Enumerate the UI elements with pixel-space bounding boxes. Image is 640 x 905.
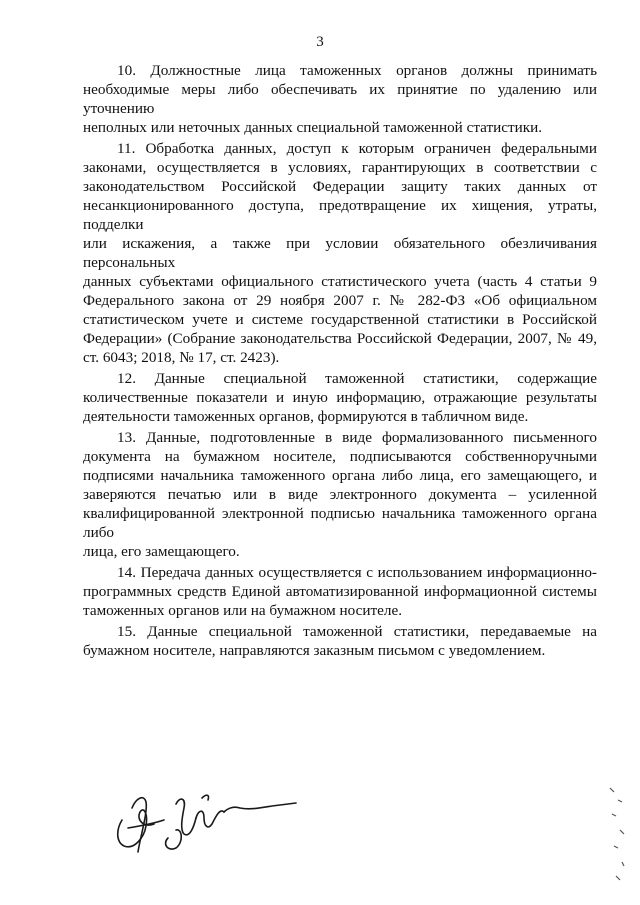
text-line: деятельности таможенных органов, формируются в табличном виде. (83, 408, 529, 425)
text-line: 14. Передача данных осуществляется с использованием информационно- (117, 564, 597, 581)
text-line: законодательством Российской Федерации защиту таких данных от (83, 178, 597, 195)
scan-edge-marks (604, 780, 628, 890)
text-line: ст. 6043; 2018, № 17, ст. 2423). (83, 349, 280, 366)
text-line: 12. Данные специальной таможенной статистики, содержащие (117, 370, 597, 387)
text-line: документа на бумажном носителе, подписываются собственноручными (83, 448, 597, 465)
text-line: заверяются печатью или в виде электронного документа – усиленной (83, 486, 597, 503)
text-line: бумажном носителе, направляются заказным письмом с уведомлением. (83, 642, 546, 659)
handwritten-signature (110, 768, 300, 858)
text-line: лица, его замещающего. (83, 543, 240, 560)
text-line: законами, осуществляется в условиях, гарантирующих в соответствии с (83, 159, 597, 176)
text-line: 15. Данные специальной таможенной статистики, передаваемые на (117, 623, 597, 640)
text-line: количественные показатели и иную информацию, отражающие результаты (83, 389, 597, 406)
text-line: или искажения, а также при условии обязательного обезличивания персональных (83, 235, 597, 271)
document-body (83, 61, 597, 662)
text-line: необходимые меры либо обеспечивать их принятие по удалению или уточнению (83, 81, 597, 117)
text-line: 10. Должностные лица таможенных органов должны принимать (117, 62, 597, 79)
text-line: Федерального закона от 29 ноября 2007 г. № 282-ФЗ «Об официальном (83, 292, 597, 309)
paragraph-11 (83, 139, 597, 367)
text-line: 11. Обработка данных, доступ к которым ограничен федеральными (117, 140, 597, 157)
text-line: данных субъектами официального статистического учета (часть 4 статьи 9 (83, 273, 597, 290)
edge-marks-graphic (604, 780, 628, 890)
paragraph-14 (83, 563, 597, 620)
paragraph-12 (83, 369, 597, 426)
paragraph-10 (83, 61, 597, 137)
text-line: 13. Данные, подготовленные в виде формализованного письменного (117, 429, 597, 446)
text-line: неполных или неточных данных специальной таможенной статистики. (83, 119, 543, 136)
text-line: Федерации» (Собрание законодательства Российской Федерации, 2007, № 49, (83, 330, 597, 347)
text-line: квалифицированной электронной подписью начальника таможенного органа либо (83, 505, 597, 541)
text-line: программных средств Единой автоматизированной информационной системы (83, 583, 597, 600)
text-line: таможенных органов или на бумажном носителе. (83, 602, 403, 619)
paragraph-15 (83, 622, 597, 660)
page-number: 3 (316, 34, 324, 50)
text-line: подписями начальника таможенного органа либо лица, его замещающего, и (83, 467, 597, 484)
text-line: несанкционированного доступа, предотвращение их хищения, утраты, подделки (83, 197, 597, 233)
paragraph-13 (83, 428, 597, 561)
text-line: статистическом учете и системе государственной статистики в Российской (83, 311, 597, 328)
signature-graphic (110, 768, 300, 858)
